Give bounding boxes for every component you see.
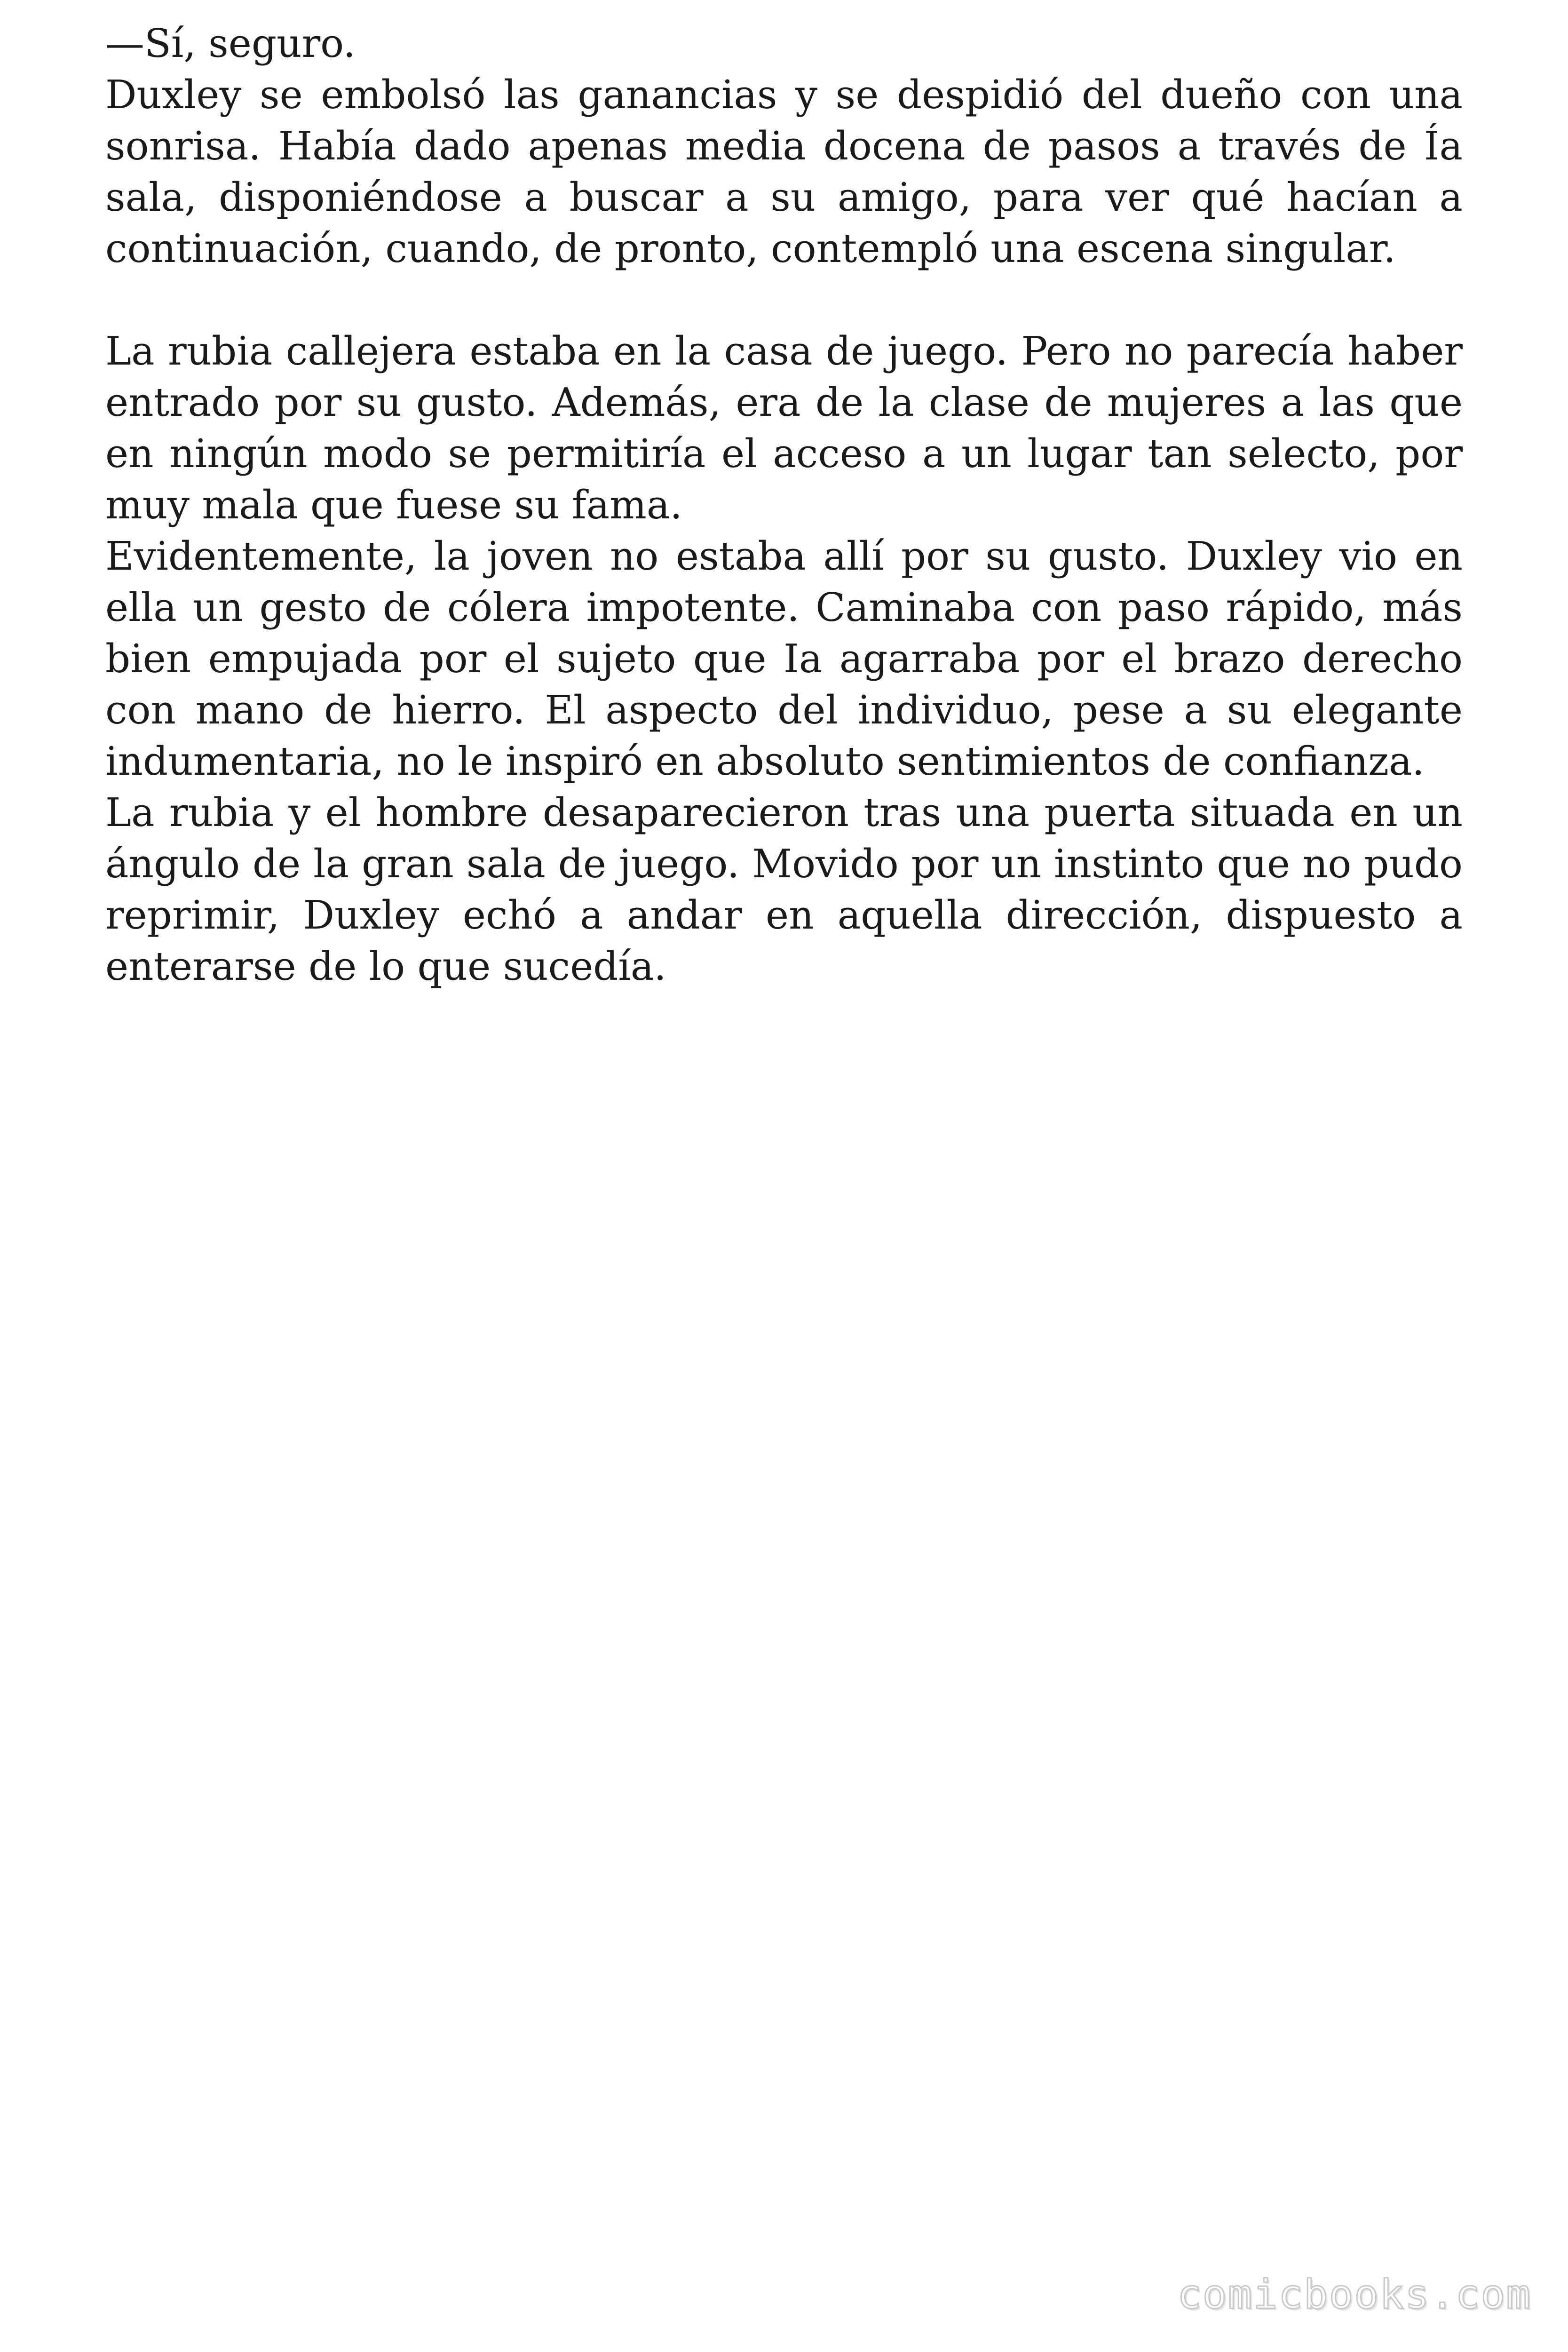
watermark-text: comicbooks.com (1177, 2271, 1531, 2318)
paragraph-door-exit: La rubia y el hombre desaparecieron tras una puerta situada en un ángulo de la gran sala de juego. Movido por un instinto que no pudo reprimir, Duxley echó a andar en aquella dirección, dispuesto a enterarse de lo que sucedía. (105, 790, 1463, 989)
body-text (105, 18, 1463, 992)
paragraph-dialogue: —Sí, seguro. (105, 21, 356, 66)
paragraph-blonde-escorted: Evidentemente, la joven no estaba allí por su gusto. Duxley vio en ella un gesto de cólera impotente. Caminaba con paso rápido, más bien empujada por el sujeto que Ia agarraba por el brazo derecho con mano de hierro. El aspecto del individuo, pese a su elegante indumentaria, no le inspiró en absoluto sentimientos de confianza. (105, 533, 1463, 784)
paragraph-blonde-arrival: La rubia callejera estaba en la casa de juego. Pero no parecía haber entrado por su gusto. Además, era de la clase de mujeres a las que en ningún modo se permitiría el acceso a un lugar tan selecto, por muy mala que fuese su fama. (105, 328, 1463, 528)
paragraph-duxley-winnings: Duxley se embolsó las ganancias y se despidió del dueño con una sonrisa. Había dado apenas media docena de pasos a través de Ía sala, disponiéndose a buscar a su amigo, para ver qué hacían a continuación, cuando, de pronto, contempló una escena singular. (105, 72, 1463, 271)
